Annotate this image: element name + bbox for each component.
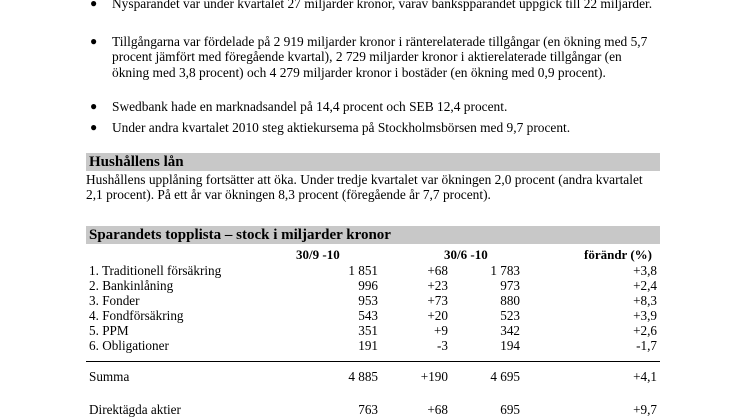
bullet-item [90,0,660,11]
table-row [86,323,660,338]
cell-q2: 523 [500,308,520,323]
table-row [86,293,660,308]
cell-diff: -3 [437,338,448,353]
loans-section-heading: Hushållens lån [86,153,660,171]
bullet-text: Tillgångarna var fördelade på 2 919 miljarder kronor i ränterelaterade tillgångar (en ökning med 5,7 procent jämfört med föregående kvartal), 2 729 miljarder kronor i aktierelaterade tillgångar (en ökning med 3,8 procent) och 4 279 miljarder kronor i bostäder (en ökning med 0,9 procent). [112,34,648,80]
bullet-item [90,34,660,80]
cell-change: +2,4 [633,278,657,293]
cell-diff: +73 [427,293,448,308]
table-row [86,402,660,417]
cell-change: +9,7 [633,402,657,417]
cell-diff: +68 [427,402,448,417]
sum-divider [86,361,660,362]
cell-diff: +190 [420,369,448,384]
cell-q3: 4 885 [348,369,378,384]
cell-change: +2,6 [633,323,657,338]
cell-q2: 342 [500,323,520,338]
cell-q3: 996 [358,278,378,293]
cell-diff: +68 [427,263,448,278]
cell-q2: 695 [500,402,520,417]
cell-q2: 194 [500,338,520,353]
bullet-dot-icon: ● [90,120,98,134]
table-row [86,263,660,278]
bullet-text: Swedbank hade en marknadsandel på 14,4 procent och SEB 12,4 procent. [112,99,508,114]
column-header-q2: 30/6 -10 [444,247,488,262]
bullet-item [90,120,660,135]
cell-q3: 543 [358,308,378,323]
row-label: 4. Fondförsäkring [89,308,184,323]
cell-diff: +20 [427,308,448,323]
cell-q3: 351 [358,323,378,338]
cell-q3: 953 [358,293,378,308]
cell-q3: 763 [358,402,378,417]
cell-change: +3,8 [633,263,657,278]
row-label: Direktägda aktier [89,402,181,417]
table-sum-row [86,369,660,384]
cell-q2: 973 [500,278,520,293]
cell-change: +3,9 [633,308,657,323]
cell-q2: 880 [500,293,520,308]
table-section-heading: Sparandets topplista – stock i miljarder kronor [86,226,660,244]
cell-q2: 4 695 [490,369,520,384]
cell-change: +4,1 [633,369,657,384]
bullet-text: Nysparandet var under kvartalet 27 miljarder kronor, varav bankspparandet uppgick till 22 miljarder. [112,0,653,11]
row-label: Summa [89,369,130,384]
table-row [86,308,660,323]
row-label: 2. Bankinlåning [89,278,174,293]
cell-change: -1,7 [636,338,657,353]
loans-paragraph: Hushållens upplåning fortsätter att öka. Under tredje kvartalet var ökningen 2,0 procent (andra kvartalet 2,1 procent). På ett år var ökningen 8,3 procent (föregående år 7,7 procent). [86,172,643,203]
row-label: 3. Fonder [89,293,140,308]
cell-diff: +23 [427,278,448,293]
column-header-change: förändr (%) [584,247,653,262]
cell-q3: 191 [358,338,378,353]
row-label: 5. PPM [89,323,129,338]
cell-diff: +9 [433,323,448,338]
cell-q2: 1 783 [490,263,520,278]
bullet-dot-icon: ● [90,34,98,48]
bullet-dot-icon: ● [90,99,98,113]
bullet-item [90,99,660,114]
column-header-q3: 30/9 -10 [296,247,340,262]
cell-change: +8,3 [633,293,657,308]
table-row [86,338,660,353]
row-label: 1. Traditionell försäkring [89,263,222,278]
bullet-text: Under andra kvartalet 2010 steg aktiekursema på Stockholmsbörsen med 9,7 procent. [112,120,571,135]
bullet-dot-icon: ● [90,0,98,10]
cell-q3: 1 851 [348,263,378,278]
row-label: 6. Obligationer [89,338,169,353]
table-row [86,278,660,293]
